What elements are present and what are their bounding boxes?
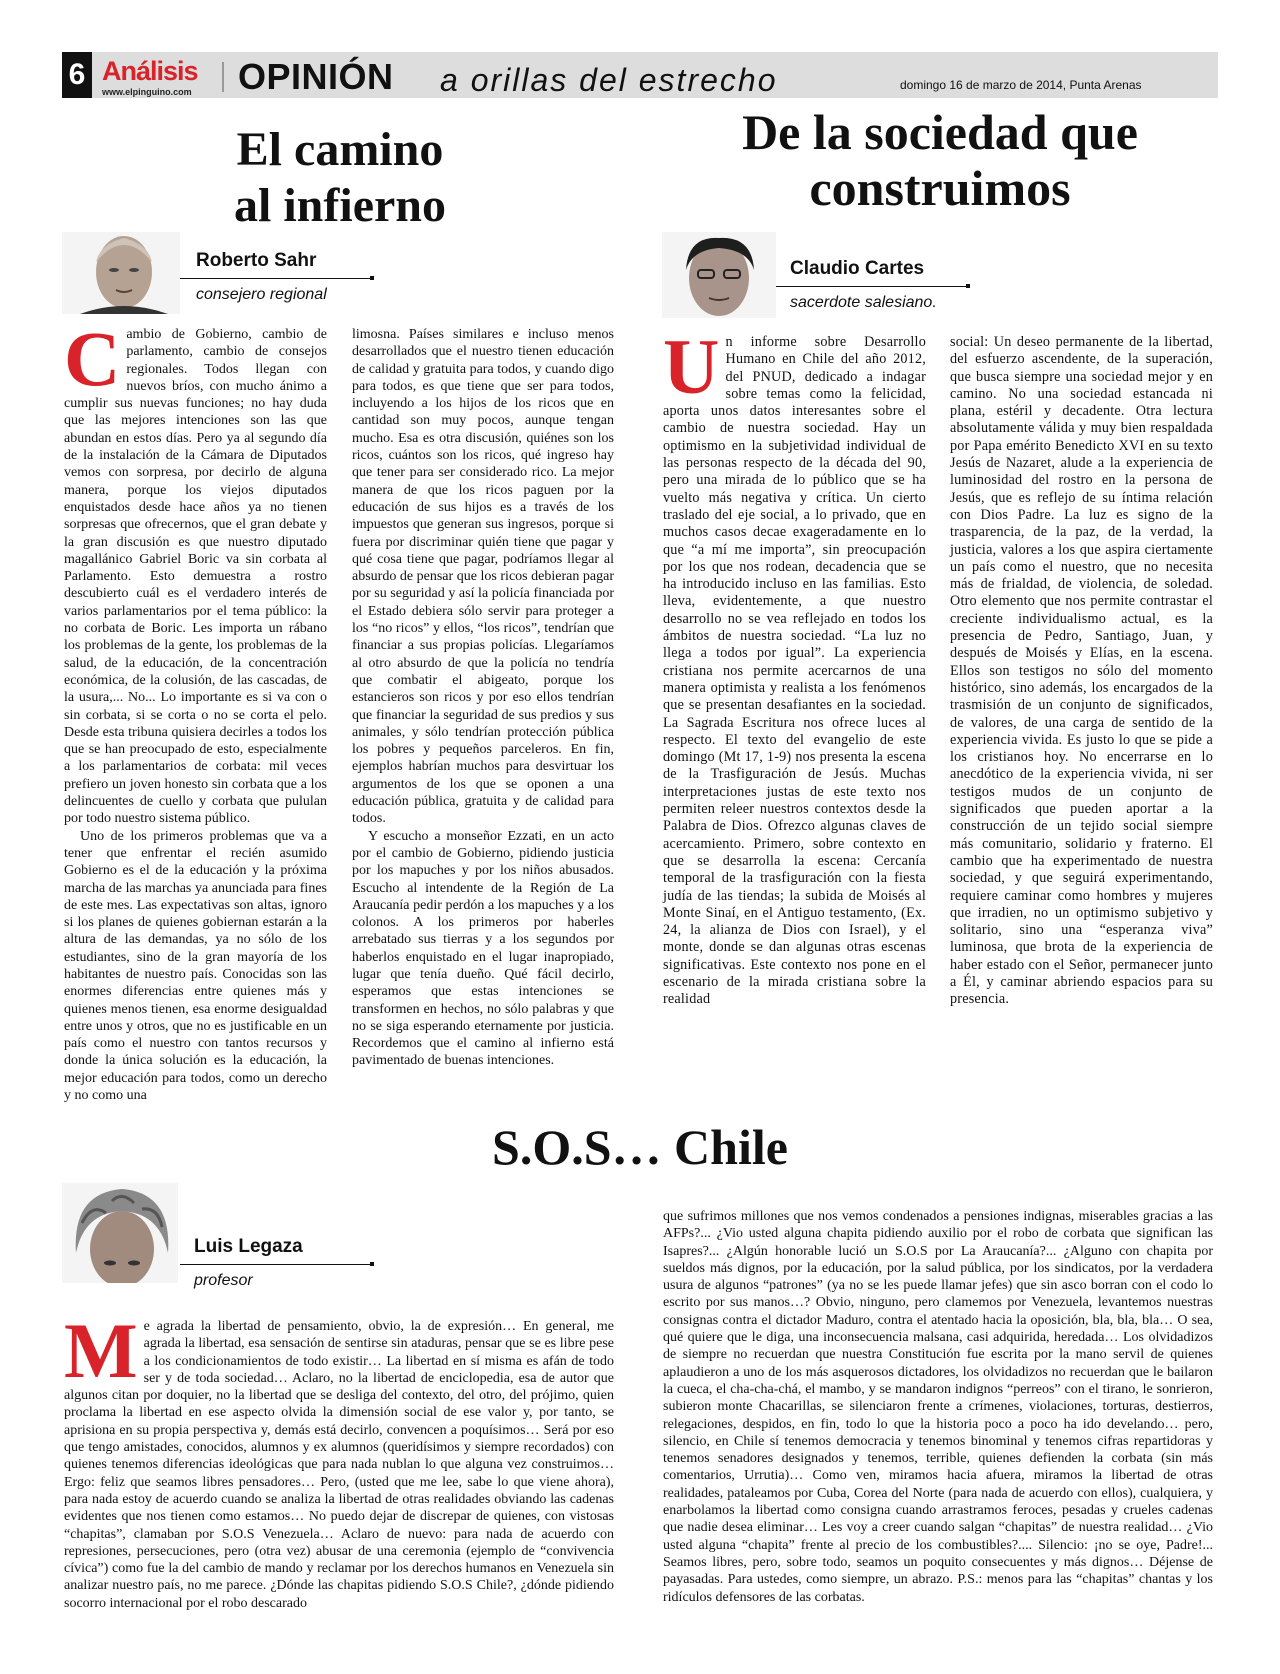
article2-role: sacerdote salesiano. [790,294,937,311]
article3-role: profesor [194,1272,253,1289]
author-rule-end [966,284,970,288]
article1-title-line2: al infierno [234,179,446,232]
article1-author: Roberto Sahr [196,250,317,271]
article3-dropcap: M [64,1307,138,1394]
newspaper-url[interactable]: www.elpinguino.com [102,87,192,97]
article1-title-line1: El camino [236,123,444,176]
author-rule [180,1264,370,1265]
article2-paragraph: Un informe sobre Desarrollo Humano en Chile del año 2012, del PNUD, dedicado a indagar sobre temas como la felicidad, aporta unos datos interesantes sobre el cambio de nuestra sociedad. Hay un optimismo en la subjetividad individual de las personas respecto de la década del 90, pero una mirada de lo público que se ha vuelto más negativa y crítica. Un cierto traslado del eje social, a lo privado, que en muchos casos decae exageradamente en lo que “a mí me importa”, sin preocupación por los que nos rodean, decadencia que se ha introducido incluso en las familias. Esto lleva, evidentemente, a que nuestro desarrollo no se vea reflejado en todos los ámbitos de nuestra sociedad. “La luz no llega a todos por igual”. La experiencia cristiana nos permite acercarnos de una manera optimista y realista a los fenómenos que se presentan desafiantes en la sociedad. La Sagrada Escritura nos ofrece luces al respecto. El texto del evangelio de este domingo (Mt 17, 1-9) nos presenta la escena de la Trasfiguración de Jesús. Muchas interpretaciones justas de este texto nos permiten releer nuestros contextos desde la Palabra de Dios. Ofrezco algunas claves de acercamiento. Primero, sobre contexto en que se desarrolla la escena: Cercanía temporal de la trasfiguración con la fiesta judía de las tiendas; la subida de Moisés al Monte Sinaí, en el Antiguo testamento, (Ex. 24, la alianza de Dios con Israel), y el monte, donde se dan algunas otras escenas significativas. Este contexto nos pone en el escenario de la mirada cristiana sobre la realidad [663,323,926,1008]
article2-dropcap: U [663,323,720,410]
article1-column2 [352,326,614,1070]
author-photo-claudio-cartes [662,232,776,318]
article3-paragraph: que sufrimos millones que nos vemos condenados a pensiones indignas, miserables gracias a las AFPs?... ¿Vio usted alguna chapita pidiendo auxilio por el robo de corbata que significan las Isapres?... ¿Algún honorable lució un S.O.S por La Araucanía?... ¿Alguno con chapita por sueldos más dignos, por la educación, por la salud pública, por los sindicatos, por la verdadera usura de algunos “patrones” (ya no se les puede llamar jefes) que sin asco borran con el codo lo escrito por sus manos…? Obvio, ninguno, pero clamemos por Venezuela, levantemos nuestras consignas contra el dictador Maduro, contra el atentado hacia la oposición, bla, bla, bla… O sea, qué quiere que le diga, una inconsecuencia malsana, casi adquirida, heredada… Los olvidadizos de siempre no recuerdan que nuestra Constitución fue escrita por la mano servil de quienes aplaudieron a uno de los más asquerosos dictadores, los olvidadizos no recuerdan que le bailaron la cueca, el cha-cha-chá, el mambo, y se mandaron indignos “perreos” con el tirano, le sonrieron, subieron monte Chacarillas, se silenciaron frente a crímenes, violaciones, torturas, destierros, relegaciones, despidos, en fin, todo lo que la historia poco a poco ha ido develando… pero, silencio, en Chile sí tenemos democracia y tenemos binominal y tenemos cifras repartidoras y tenemos senadores designados y tenemos, terrible, quienes defienden la corbata (sin más comentarios, Urrutia)… Como ven, miramos hacia afuera, miramos la libertad de otras realidades, pataleamos por Cuba, Corea del Norte (para nada de acuerdo con ellos), cualquiera, y enarbolamos la libertad como consigna cuando arrastramos feroces, pesadas y crueles cadenas que nadie desea eliminar… Les voy a creer cuando salgan “chapitas” de nuestra realidad… ¿Vio usted alguna “chapita” frente al precio de los combustibles?.... Silencio: ¡no se oye, Padre!... Seamos libres, pero, sobre todo, seamos un poquito consecuentes y más dignos… Déjense de payasadas. Para ustedes, como siempre, un abrazo. P.S.: menos para las “chapitas” chantas y los ridículos defensores de las corbatas. [663,1209,1213,1605]
article2-column2 [950,334,1213,1009]
article2-paragraph: social: Un deseo permanente de la libertad, del esfuerzo ascendente, de la superación, que busca siempre una sociedad mejor y en camino. No una sociedad estancada ni plana, estéril y decadente. Otra lectura absolutamente válida y muy bien respaldada por Papa emérito Benedicto XVI en su texto Jesús de Nazaret, alude a la experiencia de luminosidad del rostro en la persona de Jesús, que es reflejo de su íntima relación con Dios Padre. La luz es signo de la trasparencia, de la paz, de la verdad, la justicia, valores a los que aspira ciertamente un país como el nuestro, que no necesita más de frialdad, de violencia, de soledad. Otro elemento que nos permite contrastar el creciente individualismo actual, es la presencia de Pedro, Santiago, Juan, y después de Moisés y Elías, en la escena. Ellos son testigos no sólo del momento histórico, sino además, los encargados de la trasmisión de un conjunto de significados, de valores, de una carga de sentido de la experiencia vivida. Es justo lo que se pide a los cristianos hoy. No encerrarse en lo anecdótico de la experiencia vivida, ni ser testigos mudos de un conjunto de significados que pueden aportar a la construcción de un tejido social siempre más comunitario, solidario y fraterno. El cambio que ha experimentado de nuestra sociedad, y que seguirá experimentando, requiere caminar como hombres y mujeres que irradien, no un optimismo subjetivo y solitario, sino una “esperanza viva” luminosa, que brota de la experiencia de haber estado con el Señor, permanecer junto a Él, y caminar abriendo espacios para su presencia. [950,334,1213,1008]
article1-role: consejero regional [196,286,327,303]
header-divider [222,62,224,92]
article2-title-line1: De la sociedad que [742,104,1138,160]
section-title: OPINIÓN [238,56,394,97]
section-subtitle: a orillas del estrecho [440,62,778,98]
author-photo-roberto-sahr [62,232,180,314]
article1-paragraph: Y escucho a monseñor Ezzati, en un acto por el cambio de Gobierno, pidiendo justicia por los mapuches y por los niños abusados. Escucho al intendente de la Región de La Araucanía pedir perdón a los mapuches y a los colonos. A los primeros por haberles arrebatado sus tierras y a los segundos por haberlos enquistado en el lugar inapropiado, lugar que tenía dueño. Qué fácil decirlo, esperamos que estas intenciones se transformen en hechos, no sólo palabras y que no se siga esperando eternamente por justicia. Recordemos que el camino al infierno está pavimentado de buenas intenciones. [352,828,614,1069]
author-rule-end [370,1262,374,1266]
portrait-photo-icon [62,232,180,314]
author-rule [776,286,966,287]
article3-column1 [64,1307,614,1612]
article2-author: Claudio Cartes [790,258,925,279]
article3-column2 [663,1208,1213,1606]
portrait-photo-icon [662,232,776,318]
article1-title [140,122,540,234]
article1-paragraph: Cambio de Gobierno, cambio de parlamento, cambio de consejos regionales. Todos llegan con nuevos bríos, con mucho ánimo a cumplir sus nuevas funciones; no hay duda que las mejores intenciones son las que abundan en estos días. Pero ya al segundo día de la instalación de la Cámara de Diputados vemos con sorpresa, por decirlo de alguna manera, porque los viejos diputados enquistados desde hace años ya no tienen sorpresas que ofrecernos, que el gran debate y la gran discusión es que nuestro diputado magallánico Gabriel Boric va sin corbata al Parlamento. Esto demuestra a rostro descubierto cuál es el verdadero interés de varios parlamentarios por el tema público: la no corbata de Boric. Les importa un rábano los problemas de la gente, los problemas de la salud, de la educación, de la concentración económica, de la colusión, de las cascadas, de la usura,... No... Lo importante es si va con o sin corbata, si se corta o no se corta el pelo. Desde esta tribuna quisiera decirles a todos los que se han preocupado de esto, especialmente a los parlamentarios de corbata: mil veces prefiero un joven honesto sin corbata que a los delincuentes de cuello y corbata que pululan por todo nuestro sistema público. [64,315,327,827]
article2-title [680,104,1200,216]
article1-column1 [64,315,327,1104]
newspaper-logo[interactable]: Análisis [102,56,198,86]
author-photo-luis-legaza [62,1183,178,1283]
author-rule [180,278,370,279]
article2-title-line2: construimos [809,160,1071,216]
author-rule-end [370,276,374,280]
article3-paragraph: Me agrada la libertad de pensamiento, obvio, la de expresión… En general, me agrada la libertad, esa sensación de sentirse sin ataduras, pensar que se es libre pese a los condicionamientos de todo existir… La libertad en sí misma es afán de todo ser y de toda sociedad… Aclaro, no la libertad de enciclopedia, esa de autor que algunos citan por doquier, no la libertad que se desliga del contexto, del otro, del prójimo, quien proclama la libertad en ese aspecto olvida la dimensión social de ese valor y, por tanto, se aprisiona en su propia perspectiva y, demás está decirlo, convencen a poquísimos… Será por eso que tengo amistades, conocidos, alumnos y ex alumnos (queridísimos y siempre recordados) con quienes tenemos diferencias ideológicas que para nada nublan lo que alguna vez construimos… Ergo: feliz que seamos libres pensadores… Pero, (usted que me lee, sabe lo que viene ahora), para nada estoy de acuerdo cuando se analiza la libertad de otras realidades obviando las cadenas evidentes que nos tienen como estamos… No puedo dejar de discrepar de quienes, con vistosas “chapitas”, clamaban por S.O.S Venezuela… Aclaro de nuevo: para nada de acuerdo con represiones, persecuciones, pero (otra vez) abusar de una ceremonia (ejemplo de “convivencia cívica”) como fue la del cambio de mando y reclamar por los derechos humanos en Venezuela sin analizar nuestro país, no me parece. ¿Dónde las chapitas pidiendo S.O.S Chile?, ¿dónde pidiendo socorro internacional por el robo descarado [64,1307,614,1611]
article1-paragraph: Uno de los primeros problemas que va a tener que enfrentar el recién asumido Gobierno es el de la educación y la próxima marcha de las marchas ya anunciada para fines de este mes. Las expectativas son altas, ignoro si los planes de quienes gobiernan estarán a la altura de las demandas, ya no sólo de los estudiantes, sino de la gran mayoría de los habitantes de nuestro país. Conocidas son las enormes diferencias entre quienes más y quienes menos tienen, esa enorme desigualdad entre unos y otros, que no es justificable en un país como el nuestro con tantos recursos y donde la única solución es la educación, la mejor educación para todos, como un derecho y no como una [64,828,327,1104]
article1-paragraph: limosna. Países similares e incluso menos desarrollados que el nuestro tienen educación de calidad y gratuita para todos, y cuando digo para todos, es que tiene que ser para todos, incluyendo a los hijos de los ricos que en cantidad son muy pocos, aunque tengan mucho. Esa es otra discusión, quiénes son los ricos, cuántos son los ricos, qué ingreso hay que tener para ser considerado rico. La mejor manera de que los ricos paguen por la educación de sus hijos es a través de los impuestos que generan sus ingresos, porque si fuera por discriminar quién tiene que pagar y qué cosa tiene que pagar, podríamos llegar al absurdo de pensar que los ricos debieran pagar por su seguridad y así la policía financiada por el Estado debiera sólo servir para proteger a los “no ricos” y ellos, “los ricos”, tendrían que financiar a sus propias policías. Llegaríamos al otro absurdo de que la policía no tendría que combatir el abigeato, porque los estancieros son ricos y por eso ellos tendrían que financiar la seguridad de sus predios y sus animales, y sólo tendrían protección pública los pobres y pequeños parceleros. En fin, ejemplos habrían muchos para desvirtuar los argumentos de los que se oponen a una educación pública, gratuita y de calidad para todos. [352,327,614,827]
article1-dropcap: C [64,315,121,402]
portrait-photo-icon [62,1183,178,1283]
page-number: 6 [62,52,92,98]
issue-date: domingo 16 de marzo de 2014, Punta Arenas [900,78,1142,92]
article3-author: Luis Legaza [194,1236,303,1257]
article3-title: S.O.S… Chile [492,1119,788,1175]
article2-column1 [663,323,926,1009]
